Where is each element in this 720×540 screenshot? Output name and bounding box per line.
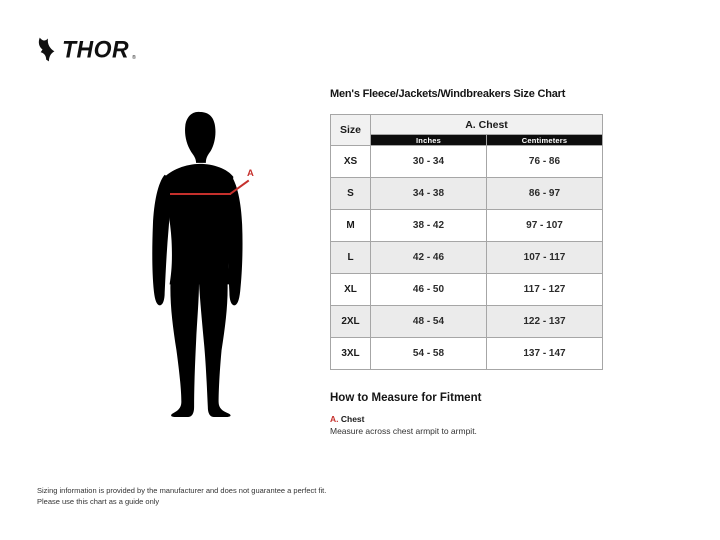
centimeters-cell: 76 - 86 — [487, 146, 603, 178]
goat-head-icon — [37, 36, 59, 63]
table-unit-header-row — [331, 135, 603, 146]
centimeters-cell: 86 - 97 — [487, 178, 603, 210]
disclaimer-text — [37, 485, 326, 507]
measure-item-name: Chest — [340, 414, 365, 424]
centimeters-cell: 107 - 117 — [487, 242, 603, 274]
table-row — [331, 210, 603, 242]
measure-item-label — [330, 414, 365, 424]
disclaimer-line-2: Please use this chart as a guide only — [37, 497, 160, 506]
inches-cell: 48 - 54 — [371, 306, 487, 338]
size-cell: S — [331, 178, 371, 210]
inches-cell: 38 - 42 — [371, 210, 487, 242]
brand-logo — [37, 36, 136, 63]
size-column-header: Size — [331, 115, 371, 146]
inches-cell: 42 - 46 — [371, 242, 487, 274]
table-row — [331, 306, 603, 338]
brand-logo-text: THOR — [62, 35, 130, 63]
inches-cell: 30 - 34 — [371, 146, 487, 178]
how-to-measure-title: How to Measure for Fitment — [330, 392, 482, 404]
chest-measure-point-label: A — [247, 168, 254, 179]
table-row — [331, 274, 603, 306]
table-header-row — [331, 115, 603, 135]
inches-cell: 54 - 58 — [371, 338, 487, 370]
size-cell: L — [331, 242, 371, 274]
centimeters-cell: 137 - 147 — [487, 338, 603, 370]
table-row — [331, 338, 603, 370]
centimeters-cell: 117 - 127 — [487, 274, 603, 306]
inches-cell: 34 - 38 — [371, 178, 487, 210]
inches-column-header: Inches — [371, 135, 487, 146]
size-cell: XL — [331, 274, 371, 306]
measure-item-key: A. — [330, 414, 339, 424]
size-cell: M — [331, 210, 371, 242]
size-chart-title: Men's Fleece/Jackets/Windbreakers Size Chart — [330, 88, 566, 100]
centimeters-cell: 97 - 107 — [487, 210, 603, 242]
disclaimer-line-1: Sizing information is provided by the manufacturer and does not guarantee a perfect fit. — [37, 486, 327, 495]
male-silhouette-figure — [149, 111, 249, 418]
size-cell: 2XL — [331, 306, 371, 338]
centimeters-column-header: Centimeters — [487, 135, 603, 146]
size-cell: 3XL — [331, 338, 371, 370]
chest-group-header: A. Chest — [371, 115, 603, 135]
inches-cell: 46 - 50 — [371, 274, 487, 306]
size-cell: XS — [331, 146, 371, 178]
centimeters-cell: 122 - 137 — [487, 306, 603, 338]
size-chart-table — [330, 114, 603, 370]
table-row — [331, 242, 603, 274]
table-row — [331, 178, 603, 210]
registered-trademark-mark: ® — [132, 55, 136, 61]
measure-item-description: Measure across chest armpit to armpit. — [330, 426, 477, 436]
table-row — [331, 146, 603, 178]
chest-measure-line — [170, 193, 231, 195]
